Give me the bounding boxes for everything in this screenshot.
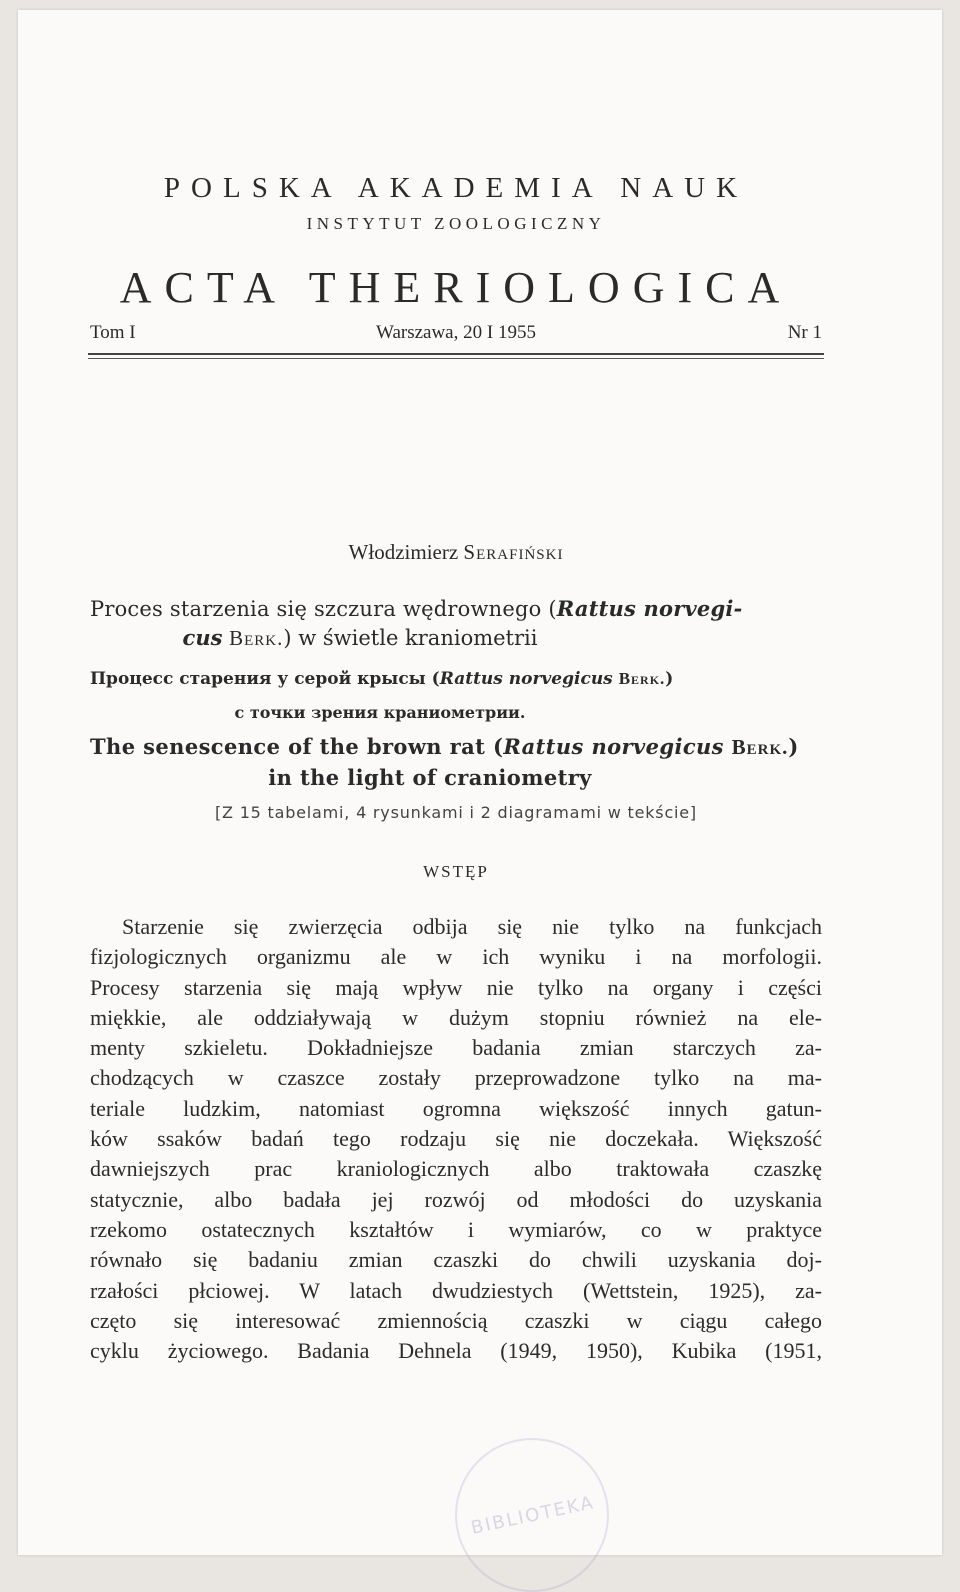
title-ru-close: ) — [665, 669, 674, 689]
body-line: statycznie, albo badała jej rozwój od młodości do uzyskania — [90, 1186, 822, 1212]
issue-info-row — [90, 322, 822, 348]
body-line: dawniejszych prac kraniologicznych albo traktowała czaszkę — [90, 1156, 822, 1182]
author-first-name: Włodzimierz — [348, 540, 459, 564]
title-pl-authority: Berk. — [229, 626, 284, 650]
institute-name: INSTYTUT ZOOLOGICZNY — [306, 214, 606, 233]
issue-number: Nr 1 — [787, 322, 822, 343]
title-polish-line2 — [90, 625, 630, 651]
title-english-line2: in the light of craniometry — [268, 765, 592, 790]
body-line: ków ssaków badań tego rodzaju się nie doczekała. Większość — [90, 1126, 822, 1152]
title-en-text: The senescence of the brown rat ( — [90, 734, 504, 759]
body-line: równało się badaniu zmian czaszki do chwili uzyskania doj- — [90, 1247, 822, 1273]
body-line: rzałości płciowej. W latach dwudziestych (Wettstein, 1925), za- — [90, 1277, 822, 1303]
title-en-species: Rattus norvegicus — [503, 734, 724, 759]
body-line: fizjologicznych organizmu ale w ich wyniku i na morfologii. — [90, 944, 822, 970]
title-russian-line1 — [90, 669, 822, 689]
body-paragraph — [90, 912, 822, 1366]
body-line: Procesy starzenia się mają wpływ nie tylko na organy i części — [90, 974, 822, 1000]
body-line: częto się interesować zmiennością czaszki w ciągu całego — [90, 1307, 822, 1333]
place-date: Warszawa, 20 I 1955 — [376, 322, 536, 343]
body-line: teriale ludzkim, natomiast ogromna większość innych gatun- — [90, 1095, 822, 1121]
title-pl-species: Rattus norvegi- — [556, 596, 743, 621]
title-english-line1 — [90, 734, 822, 760]
title-pl-species-end: cus — [182, 625, 223, 650]
journal-title: ACTA THERIOLOGICA — [119, 263, 793, 312]
body-line: cyklu życiowego. Badania Dehnela (1949, 1950), Kubika (1951, — [90, 1338, 822, 1364]
title-pl-text-end: ) w świetle kraniometrii — [283, 626, 538, 650]
title-russian-line2: с точки зрения краниометрии. — [234, 703, 526, 722]
body-line: Starzenie się zwierzęcia odbija się nie tylko na funkcjach — [122, 914, 822, 939]
title-ru-species: Rattus norvegicus — [439, 669, 613, 689]
title-polish-line1 — [90, 596, 822, 621]
figures-note: [Z 15 tabelami, 4 rysunkami i 2 diagramami w tekście] — [215, 803, 697, 822]
body-line: rzekomo ostatecznych kształtów i wymiarów, co w praktyce — [90, 1216, 822, 1242]
volume-label: Tom I — [90, 322, 136, 343]
header-rule-bottom — [88, 358, 824, 359]
body-line: menty szkieletu. Dokładniejsze badania zmian starczych za- — [90, 1035, 822, 1061]
author-last-name: Serafiński — [463, 540, 564, 564]
title-ru-text: Процесс старения у серой крысы ( — [90, 669, 440, 689]
header-rule-top — [88, 353, 824, 355]
academy-name: POLSKA AKADEMIA NAUK — [163, 172, 749, 204]
title-ru-authority: Berk. — [618, 669, 666, 688]
body-line: chodzących w czaszce zostały przeprowadzone tylko na ma- — [90, 1065, 822, 1091]
title-en-authority: Berk. — [731, 735, 789, 759]
title-en-close: ) — [788, 734, 799, 759]
body-line: miękkie, ale oddziaływają w dużym stopniu również na ele- — [90, 1004, 822, 1030]
author-line — [90, 540, 822, 565]
title-pl-text: Proces starzenia się szczura wędrownego ( — [90, 597, 557, 621]
library-stamp-text: BIBLIOTEKA — [469, 1492, 597, 1539]
section-heading: WSTĘP — [423, 862, 489, 881]
